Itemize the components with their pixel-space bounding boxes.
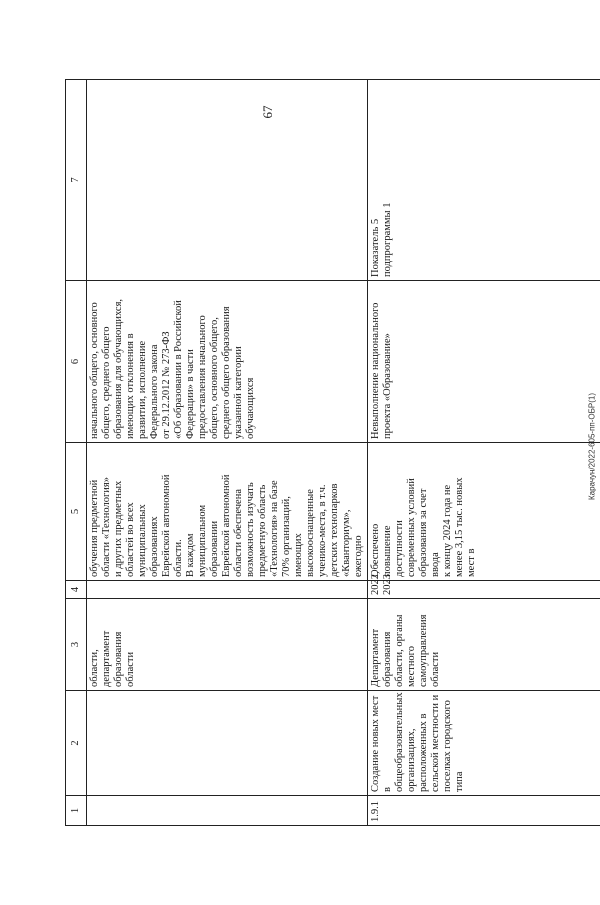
page-number: 67 (260, 105, 275, 119)
table-cell-activity (87, 691, 368, 796)
table-cell-consequences: Невыполнение национального проекта «Образование» (368, 281, 600, 443)
table-cell-years (87, 581, 368, 599)
table-cell-years: 2022, 2023 (368, 581, 600, 599)
table-cell-responsible: области, департамент образования области (87, 599, 368, 691)
header-cell: 1 (66, 796, 87, 826)
program-table (65, 79, 600, 826)
table-cell-activity: Создание новых мест в общеобразовательных организациях, расположенных в сельской местности и поселках городского типа (368, 691, 600, 796)
header-cell: 4 (66, 581, 87, 599)
table-row (87, 80, 368, 826)
header-cell: 5 (66, 443, 87, 581)
table-cell-indicator (87, 80, 368, 281)
table-row (368, 80, 600, 826)
header-cell: 6 (66, 281, 87, 443)
document-stamp: Карачун/2022-605-пп-ОБР(1) (587, 392, 597, 501)
table-cell-responsible: Департамент образования области, органы местного самоуправления области (368, 599, 600, 691)
table-cell-indicator: Показатель 5 подпрограммы 1 (368, 80, 600, 281)
table-cell-result: Обеспечено повышение доступности современных условий образования за счет ввода к концу 2024 года не менее 3,15 тыс. новых мест в (368, 443, 600, 581)
header-row (66, 80, 87, 826)
header-cell: 7 (66, 80, 87, 281)
header-cell: 3 (66, 599, 87, 691)
table-cell-number (87, 796, 368, 826)
table-cell-consequences: начального общего, основного общего, среднего общего образования для обучающихся, имеющих отклонения в развитии, исполнение Федерального закона от 29.12.2012 № 273-ФЗ «Об образовании в Российской Федерации» в части предоставления начального общего, основного общего, среднего общего образования указанной категории обучающихся (87, 281, 368, 443)
header-cell: 2 (66, 691, 87, 796)
table-cell-result: обучения предметной области «Технология» и других предметных областей во всех муниципальных образованиях Еврейской автономной области. В каждом муниципальном образовании Еврейской автономной области обеспечена возможность изучать предметную область «Технология» на базе 70% организаций, имеющих высокооснащенные ученико-места, в т.ч. детских технопарков «Кванториум», ежегодно (87, 443, 368, 581)
rotated-table-container (65, 80, 539, 826)
table-cell-number: 1.9.1 (368, 796, 600, 826)
